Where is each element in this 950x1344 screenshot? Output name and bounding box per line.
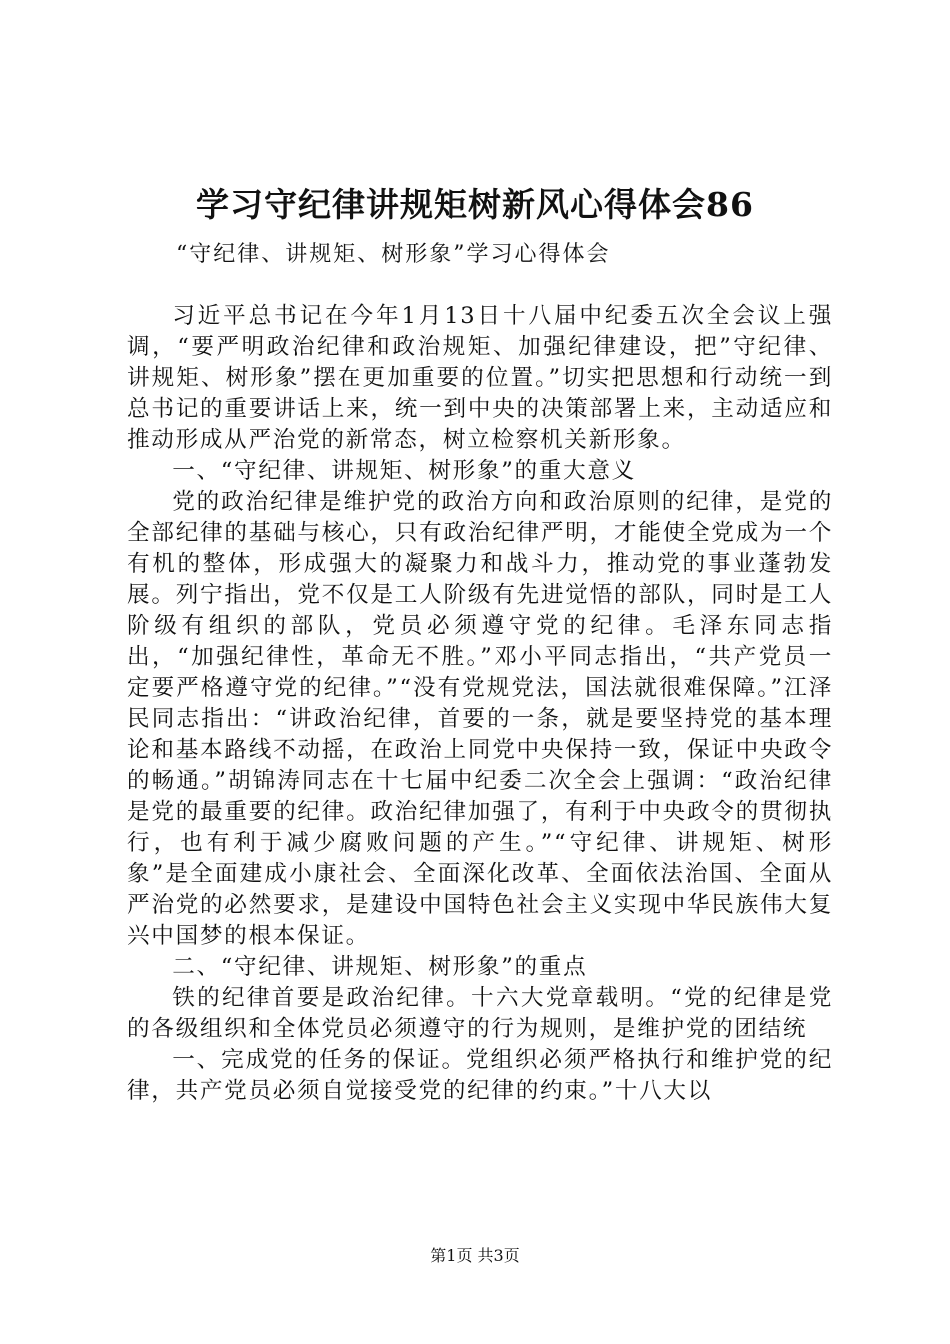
paragraph-party-tasks: 一、完成党的任务的保证。党组织必须严格执行和维护党的纪律，共产党员必须自觉接受党的纪律的约束。”十八大以 bbox=[127, 1047, 833, 1104]
document-body bbox=[127, 301, 833, 1107]
document-title: 学习守纪律讲规矩树新风心得体会86 bbox=[196, 185, 754, 224]
paragraph-political-discipline: 铁的纪律首要是政治纪律。十六大党章载明。“党的纪律是党的各级组织和全体党员必须遵守的行为规则，是维护党的团结统 bbox=[127, 985, 833, 1042]
document-subtitle: “守纪律、讲规矩、树形象”学习心得体会 bbox=[176, 242, 611, 267]
paragraph-significance: 党的政治纪律是维护党的政治方向和政治原则的纪律，是党的全部纪律的基础与核心，只有政治纪律严明，才能使全党成为一个有机的整体，形成强大的凝聚力和战斗力，推动党的事业蓬勃发展。列宁指出，党不仅是工人阶级有先进觉悟的部队，同时是工人阶级有组织的部队，党员必须遵守党的纪律。毛泽东同志指出，“加强纪律性，革命无不胜。”邓小平同志指出，“共产党员一定要严格遵守党的纪律。”“没有党规党法，国法就很难保障。”江泽民同志指出：“讲政治纪律，首要的一条，就是要坚持党的基本理论和基本路线不动摇，在政治上同党中央保持一致，保证中央政令的畅通。”胡锦涛同志在十七届中纪委二次全会上强调：“政治纪律是党的最重要的纪律。政治纪律加强了，有利于中央政令的贯彻执行，也有利于减少腐败问题的产生。”“守纪律、讲规矩、树形象”是全面建成小康社会、全面深化改革、全面依法治国、全面从严治党的必然要求，是建设中国特色社会主义实现中华民族伟大复兴中国梦的根本保证。 bbox=[127, 489, 833, 949]
section-heading-2: 二、“守纪律、讲规矩、树形象”的重点 bbox=[172, 954, 588, 980]
paragraph-intro: 习近平总书记在今年1月13日十八届中纪委五次全会议上强调，“要严明政治纪律和政治规矩、加强纪律建设，把”守纪律、讲规矩、树形象”摆在更加重要的位置。”切实把思想和行动统一到总书记的重要讲话上来，统一到中央的决策部署上来，主动适应和推动形成从严治党的新常态，树立检察机关新形象。 bbox=[127, 303, 833, 453]
page-footer: 第1页 共3页 bbox=[430, 1246, 520, 1265]
section-heading-1: 一、“守纪律、讲规矩、树形象”的重大意义 bbox=[172, 458, 636, 484]
